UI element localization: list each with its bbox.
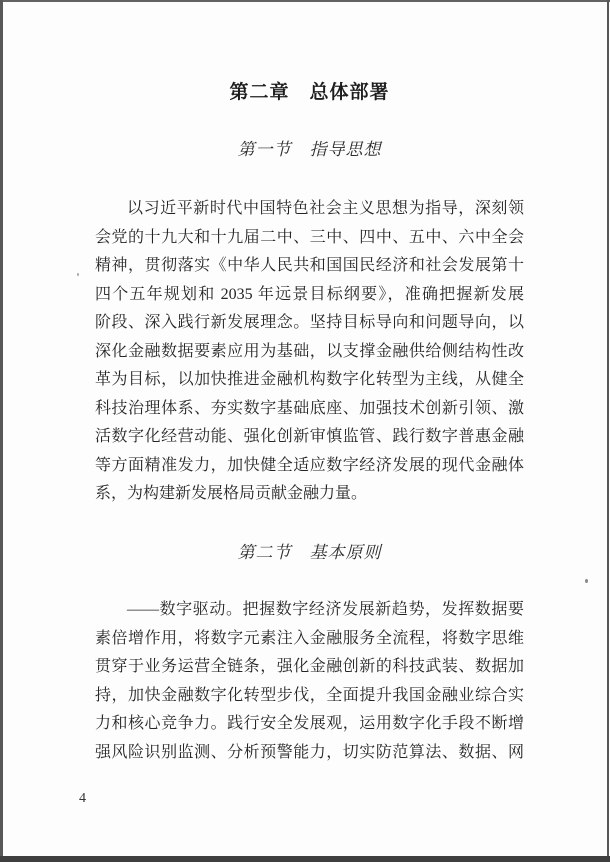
text-line: 等方面精准发力，加快健全适应数字经济发展的现代金融体 xyxy=(95,456,524,474)
scan-edge-right xyxy=(607,0,609,862)
text-line: ——数字驱动。把握数字经济发展新趋势，发挥数据要 xyxy=(127,601,524,618)
page-number: 4 xyxy=(79,791,86,806)
paragraph-basic-principles xyxy=(95,596,524,767)
text-line: 强风险识别监测、分析预警能力，切实防范算法、数据、网 xyxy=(95,743,524,761)
scan-edge-left xyxy=(0,0,3,862)
text-line: 阶段、深入践行新发展理念。坚持目标导向和问题导向，以 xyxy=(95,314,524,331)
text-line: 科技治理体系、夯实数字基础底座、加强技术创新引领、激 xyxy=(95,399,524,417)
scan-noise-speck xyxy=(585,579,588,583)
text-line: 深化金融数据要素应用为基础，以支撑金融供给侧结构性改 xyxy=(95,342,524,360)
paragraph-guiding-ideology xyxy=(95,195,524,509)
chapter-heading: 第二章 总体部署 xyxy=(229,82,390,103)
text-line: 持，加快金融数字化转型步伐，全面提升我国金融业综合实 xyxy=(95,686,524,704)
text-line: 力和核心竞争力。践行安全发展观，运用数字化手段不断增 xyxy=(95,715,524,732)
text-line: 革为目标，以加快推进金融机构数字化转型为主线，从健全 xyxy=(95,371,524,388)
scan-edge-bottom xyxy=(0,856,610,862)
text-line: 系，为构建新发展格局贡献金融力量。 xyxy=(95,485,368,502)
scan-noise-speck xyxy=(77,273,79,276)
text-line: 精神，贯彻落实《中华人民共和国国民经济和社会发展第十 xyxy=(95,257,524,274)
text-line: 以习近平新时代中国特色社会主义思想为指导，深刻领 xyxy=(127,200,524,217)
section-2-heading: 第二节 基本原则 xyxy=(237,543,382,562)
text-line: 会党的十九大和十九届二中、三中、四中、五中、六中全会 xyxy=(95,228,524,246)
text-line: 贯穿于业务运营全链条，强化金融创新的科技武装、数据加 xyxy=(95,658,524,675)
scan-edge-top xyxy=(0,0,610,2)
text-line: 四个五年规划和 2035 年远景目标纲要》，准确把握新发展 xyxy=(95,285,524,303)
text-line: 素倍增作用，将数字元素注入金融服务全流程，将数字思维 xyxy=(95,629,524,647)
text-line: 活数字化经营动能、强化创新审慎监管、践行数字普惠金融 xyxy=(95,428,524,445)
section-1-heading: 第一节 指导思想 xyxy=(237,140,382,159)
